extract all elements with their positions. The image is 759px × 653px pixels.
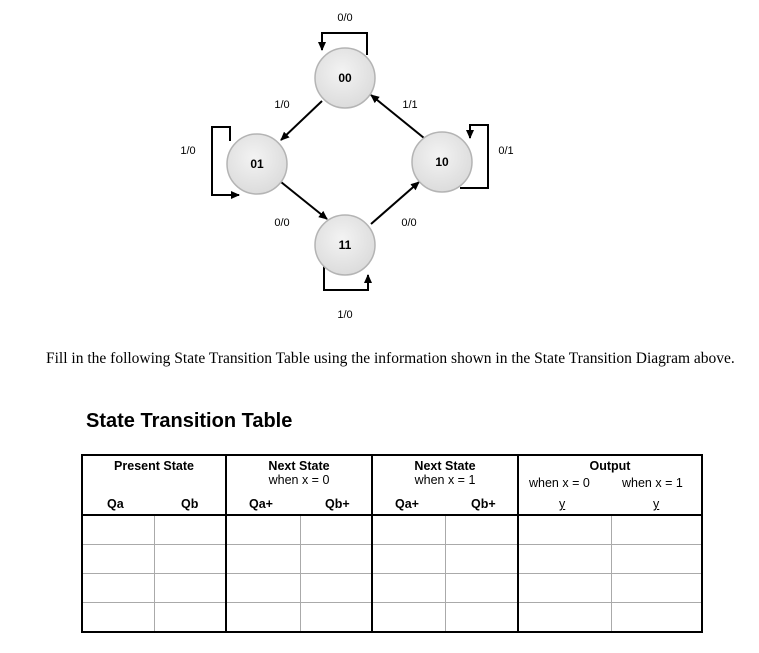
state-11 bbox=[315, 215, 375, 275]
present-state-header: Present State Qa Qb bbox=[82, 455, 226, 515]
next-state-x1-header: Next State when x = 1 Qa+ Qb+ bbox=[372, 455, 518, 515]
arrow-01-to-11 bbox=[281, 182, 327, 219]
output-when-x0: when x = 0 bbox=[529, 476, 590, 490]
table-row bbox=[82, 515, 702, 545]
y-header-x1: y bbox=[653, 497, 660, 511]
state-00 bbox=[315, 48, 375, 108]
qb-plus-header-x0: Qb+ bbox=[325, 497, 350, 511]
table-row bbox=[82, 603, 702, 633]
label-11-self: 1/0 bbox=[337, 309, 353, 321]
label-00-to-01: 1/0 bbox=[274, 99, 290, 111]
label-01-self: 1/0 bbox=[180, 145, 196, 157]
table-row bbox=[82, 574, 702, 603]
svg-text:10: 10 bbox=[435, 155, 449, 169]
label-01-to-11: 0/0 bbox=[274, 217, 290, 229]
qb-plus-header-x1: Qb+ bbox=[471, 497, 496, 511]
state-10 bbox=[412, 132, 472, 192]
output-header: Output when x = 0 when x = 1 y y bbox=[518, 455, 702, 515]
svg-text:00: 00 bbox=[338, 71, 352, 85]
svg-text:11: 11 bbox=[338, 238, 352, 252]
label-10-to-00: 1/1 bbox=[402, 99, 418, 111]
qa-header: Qa bbox=[107, 497, 124, 511]
label-10-self: 0/1 bbox=[498, 145, 514, 157]
next-state-x0-header: Next State when x = 0 Qa+ Qb+ bbox=[226, 455, 372, 515]
state-01 bbox=[227, 134, 287, 194]
qa-plus-header-x0: Qa+ bbox=[249, 497, 273, 511]
qa-plus-header-x1: Qa+ bbox=[395, 497, 419, 511]
label-00-self: 0/0 bbox=[337, 12, 353, 24]
table-row bbox=[82, 545, 702, 574]
output-when-x1: when x = 1 bbox=[622, 476, 683, 490]
state-transition-table bbox=[81, 454, 703, 633]
instruction-text: Fill in the following State Transition Table using the information shown in the State Transition Diagram above. bbox=[46, 350, 735, 367]
qb-header: Qb bbox=[181, 497, 199, 511]
label-11-to-10: 0/0 bbox=[401, 217, 417, 229]
table-title: State Transition Table bbox=[86, 410, 293, 432]
svg-text:01: 01 bbox=[250, 157, 264, 171]
y-header-x0: y bbox=[559, 497, 566, 511]
